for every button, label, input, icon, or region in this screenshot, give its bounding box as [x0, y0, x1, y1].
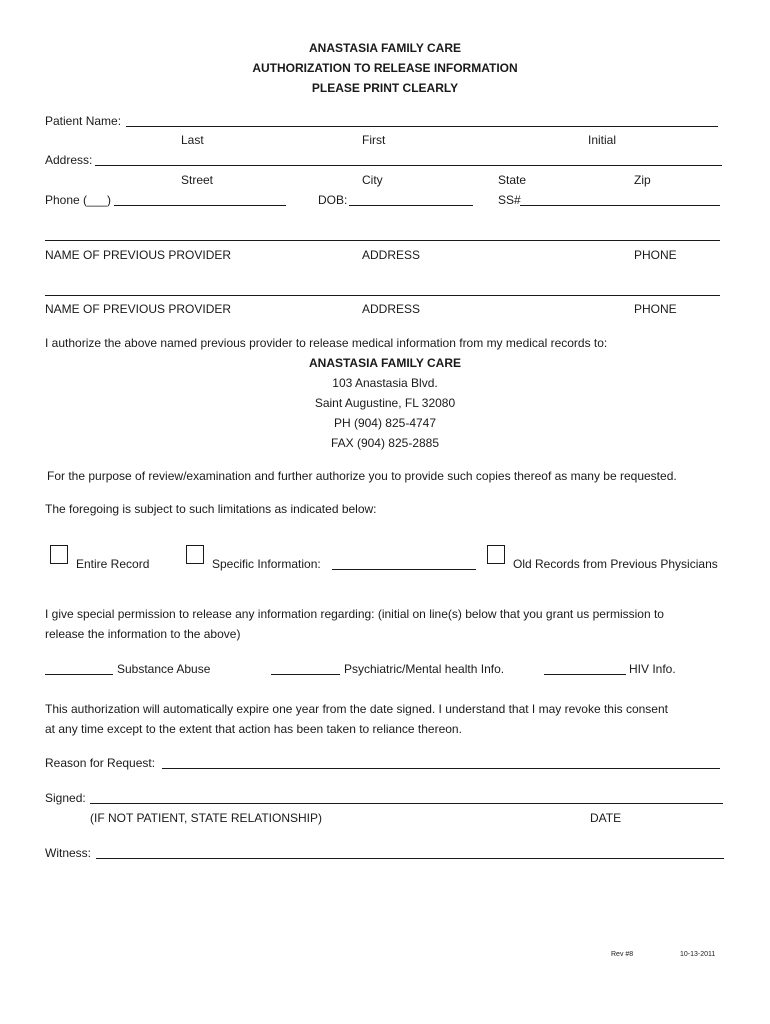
dob-field[interactable] — [349, 205, 473, 206]
psych-label: Psychiatric/Mental health Info. — [344, 662, 505, 676]
dob-label: DOB: — [318, 193, 348, 207]
address-label: Address: — [45, 153, 93, 167]
revision-label: Rev #8 — [611, 951, 634, 958]
psych-initial-field[interactable] — [271, 674, 340, 675]
city-label: City — [362, 173, 383, 187]
street-label: Street — [181, 173, 214, 187]
authorize-text: I authorize the above named previous provider to release medical information from my medical records to: — [45, 336, 608, 350]
expire-text-1: This authorization will automatically expire one year from the date signed. I understand that I may revoke this consent — [45, 702, 668, 716]
signed-label: Signed: — [45, 791, 86, 805]
zip-label: Zip — [634, 173, 651, 187]
old-records-checkbox[interactable] — [487, 545, 505, 564]
relationship-label: (IF NOT PATIENT, STATE RELATIONSHIP) — [90, 811, 323, 825]
witness-label: Witness: — [45, 846, 92, 860]
ssn-label: SS# — [498, 193, 521, 207]
reason-label: Reason for Request: — [45, 756, 156, 770]
recipient-street: 103 Anastasia Blvd. — [332, 376, 438, 390]
expire-text-2: at any time except to the extent that action has been taken to reliance thereon. — [45, 722, 462, 736]
permission-text-1: I give special permission to release any information regarding: (initial on line(s) below that you grant us permission to — [45, 607, 664, 621]
recipient-city: Saint Augustine, FL 32080 — [314, 396, 456, 410]
ssn-field[interactable] — [520, 205, 720, 206]
header-line-3: PLEASE PRINT CLEARLY — [311, 81, 459, 95]
provider-1-name-label: NAME OF PREVIOUS PROVIDER — [45, 248, 232, 262]
specific-info-checkbox[interactable] — [186, 545, 204, 564]
provider-1-phone-label: PHONE — [634, 248, 677, 262]
recipient-phone: PH (904) 825-4747 — [333, 416, 437, 430]
patient-name-label: Patient Name: — [45, 114, 122, 128]
entire-record-label: Entire Record — [76, 557, 150, 571]
entire-record-checkbox[interactable] — [50, 545, 68, 564]
purpose-text: For the purpose of review/examination and further authorize you to provide such copies thereof as many be requested. — [47, 469, 677, 483]
address-field[interactable] — [95, 165, 722, 166]
header-line-1: ANASTASIA FAMILY CARE — [308, 41, 461, 55]
provider-2-name-label: NAME OF PREVIOUS PROVIDER — [45, 302, 232, 316]
recipient-name: ANASTASIA FAMILY CARE — [308, 356, 461, 370]
recipient-fax: FAX (904) 825-2885 — [330, 436, 440, 450]
hiv-initial-field[interactable] — [544, 674, 626, 675]
hiv-label: HIV Info. — [629, 662, 676, 676]
old-records-label: Old Records from Previous Physicians — [513, 557, 718, 571]
patient-name-field[interactable] — [126, 126, 718, 127]
substance-initial-field[interactable] — [45, 674, 113, 675]
initial-label: Initial — [588, 133, 617, 147]
provider-1-field[interactable] — [45, 240, 720, 241]
witness-field[interactable] — [96, 858, 724, 859]
limitations-text: The foregoing is subject to such limitations as indicated below: — [45, 502, 377, 516]
substance-label: Substance Abuse — [117, 662, 211, 676]
provider-1-address-label: ADDRESS — [362, 248, 421, 262]
phone-field[interactable] — [114, 205, 286, 206]
first-name-label: First — [362, 133, 386, 147]
reason-field[interactable] — [162, 768, 720, 769]
specific-info-field[interactable] — [332, 569, 476, 570]
permission-text-2: release the information to the above) — [45, 627, 241, 641]
revision-date: 10-13-2011 — [680, 951, 716, 958]
header-line-2: AUTHORIZATION TO RELEASE INFORMATION — [252, 61, 518, 75]
last-name-label: Last — [181, 133, 204, 147]
provider-2-phone-label: PHONE — [634, 302, 677, 316]
state-label: State — [498, 173, 527, 187]
provider-2-field[interactable] — [45, 295, 720, 296]
provider-2-address-label: ADDRESS — [362, 302, 421, 316]
date-label: DATE — [590, 811, 622, 825]
signature-field[interactable] — [90, 803, 723, 804]
specific-info-label: Specific Information: — [212, 557, 321, 571]
phone-label: Phone (___) — [45, 193, 112, 207]
